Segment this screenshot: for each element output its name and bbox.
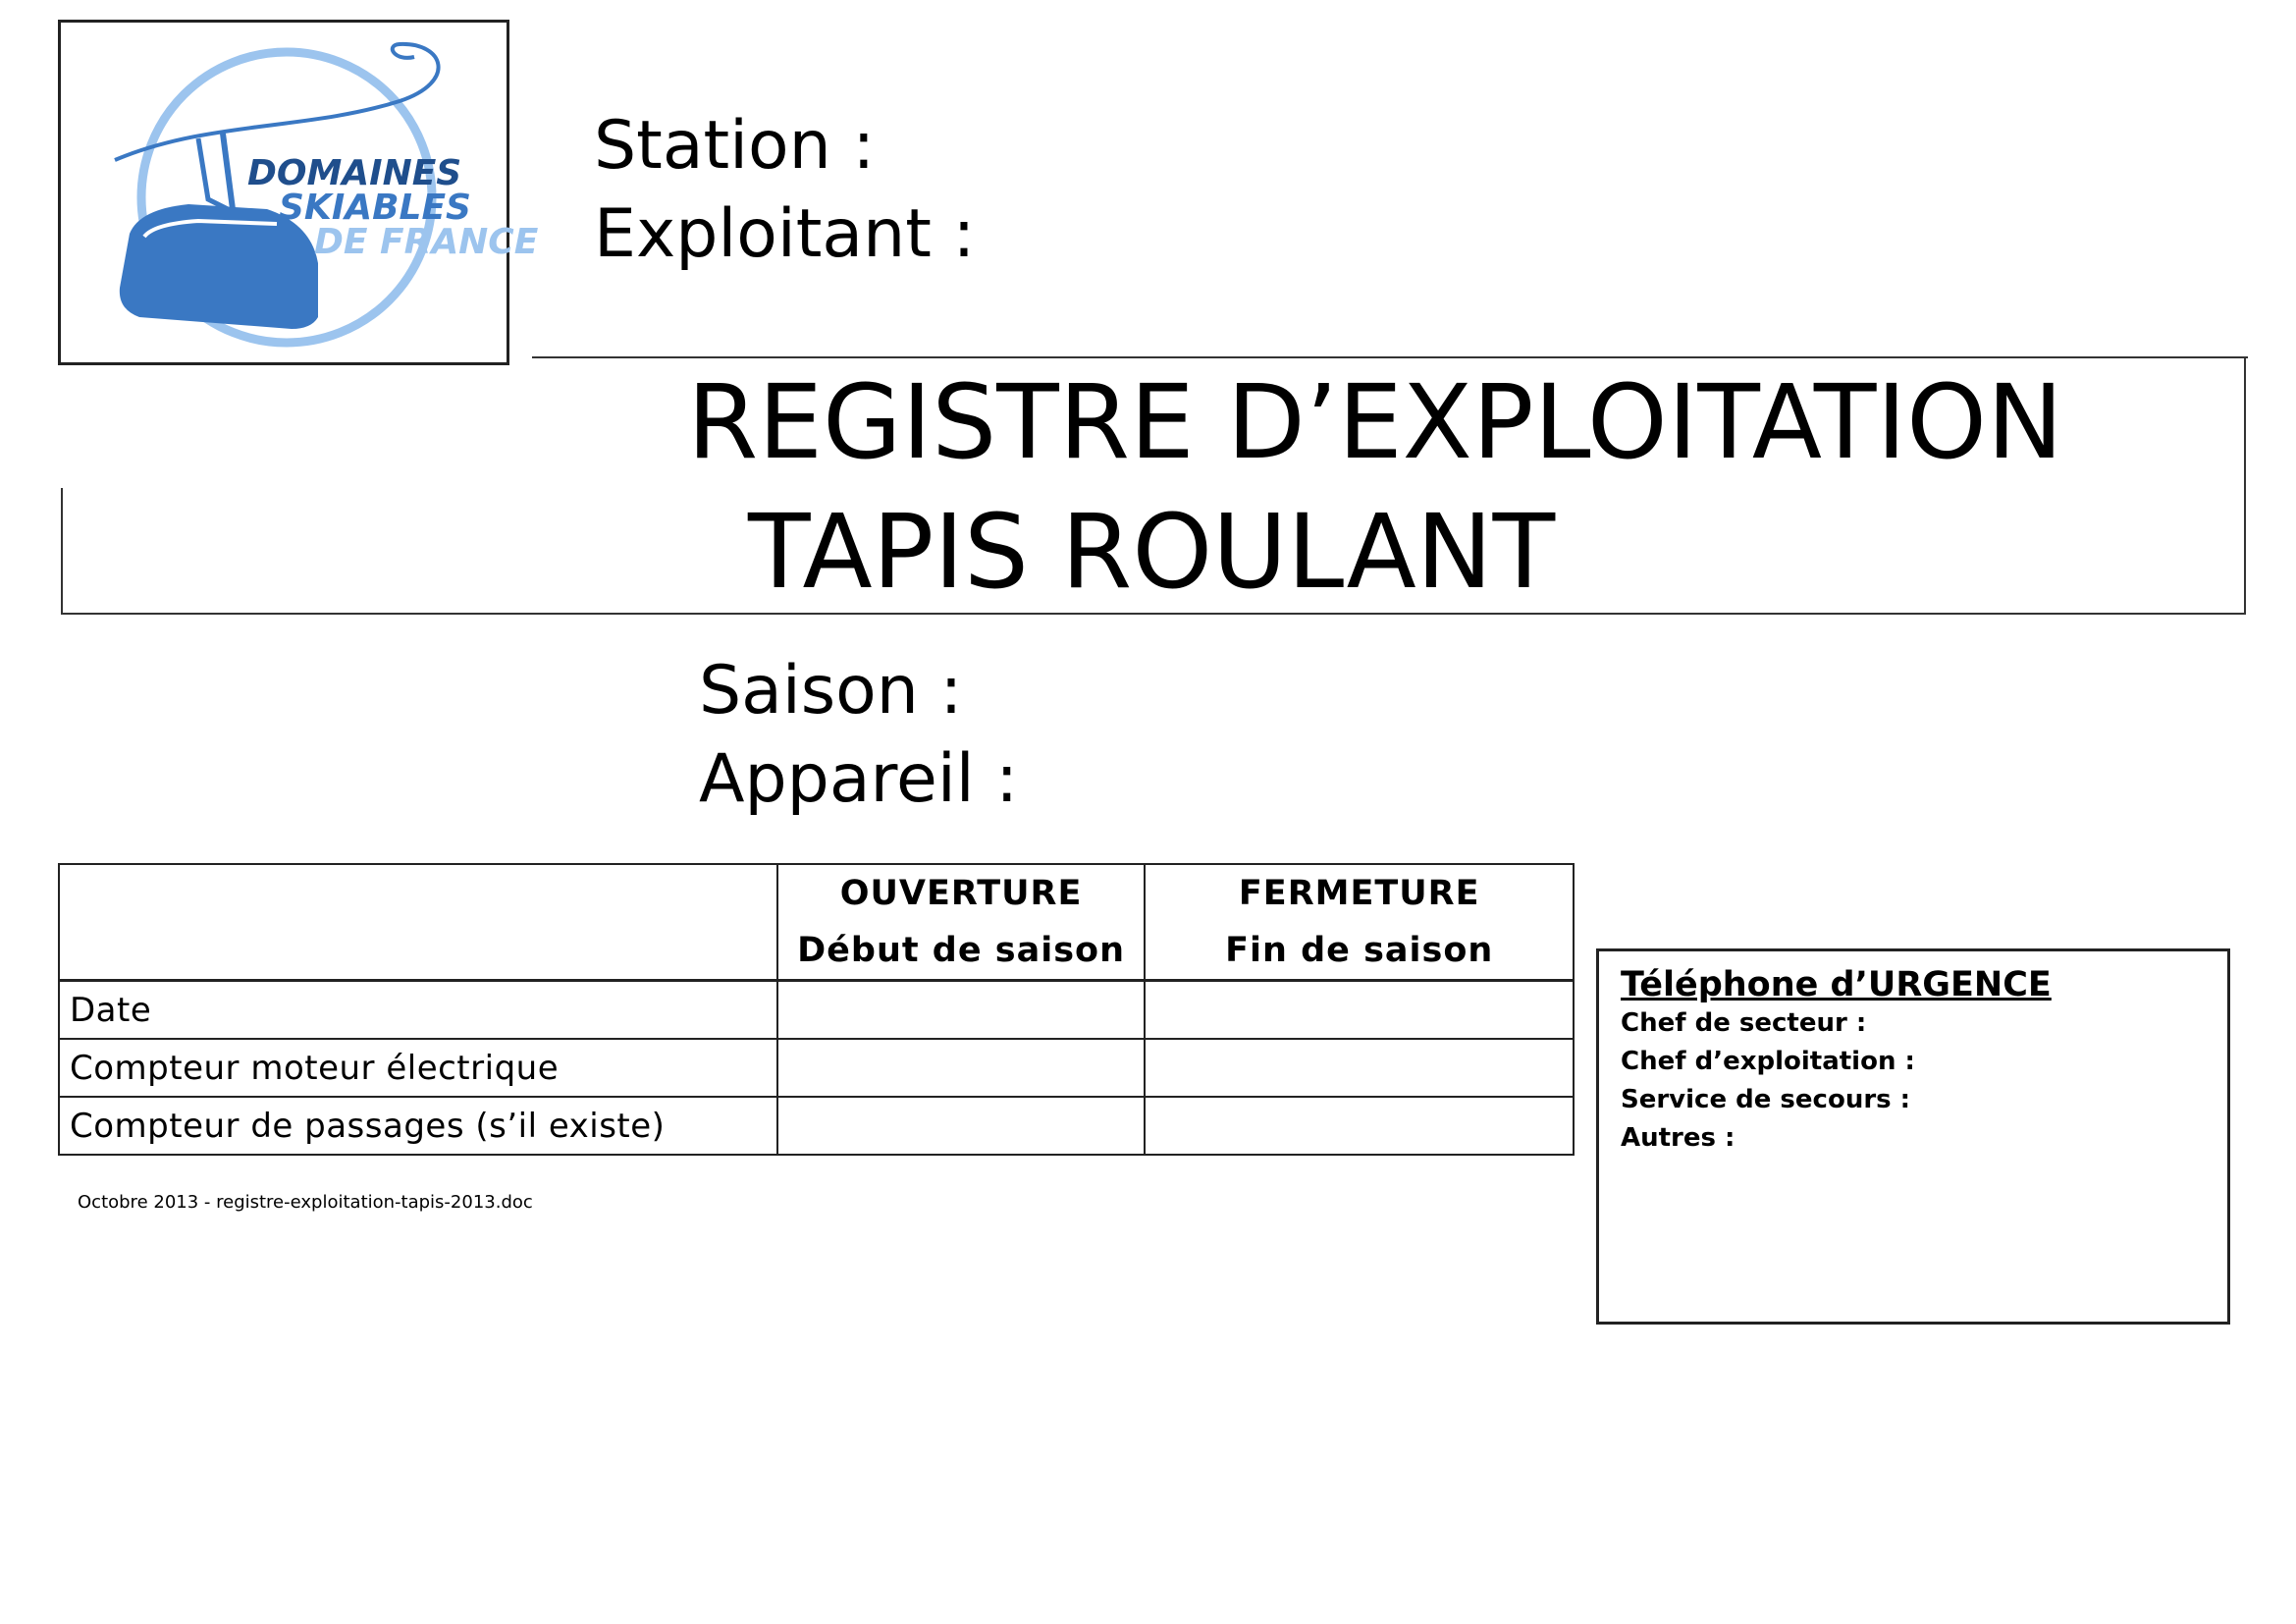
header-fermeture-sub: Fin de saison — [1225, 931, 1494, 970]
table-row — [59, 1097, 1574, 1155]
row-label-compteur-moteur: Compteur moteur électrique — [59, 1039, 777, 1097]
row-label-compteur-passages: Compteur de passages (s’il existe) — [59, 1097, 777, 1155]
emergency-autres: Autres : — [1621, 1123, 1735, 1154]
saison-label: Saison : — [699, 652, 963, 730]
document-subtitle: TAPIS ROULANT — [748, 492, 1556, 612]
table-header-row — [59, 864, 1574, 981]
cell-date-ouverture[interactable] — [777, 981, 1146, 1040]
exploitant-label: Exploitant : — [594, 195, 976, 273]
table-row — [59, 1039, 1574, 1097]
cell-date-fermeture[interactable] — [1145, 981, 1574, 1040]
logo-text-domaines: DOMAINES — [247, 153, 462, 193]
cell-compteur-passages-ouverture[interactable] — [777, 1097, 1146, 1155]
header-ouverture-sub: Début de saison — [797, 931, 1126, 970]
table-row — [59, 981, 1574, 1040]
station-label: Station : — [594, 107, 876, 185]
emergency-phone-box — [1596, 948, 2230, 1325]
chairlift-logo-graphic — [61, 23, 539, 362]
header-fermeture-title: FERMETURE — [1238, 874, 1480, 913]
header-fermeture — [1145, 864, 1574, 981]
document-title: REGISTRE D’EXPLOITATION — [687, 362, 2063, 482]
row-label-date: Date — [59, 981, 777, 1040]
logo — [58, 20, 539, 365]
appareil-label: Appareil : — [699, 740, 1019, 818]
cell-compteur-moteur-ouverture[interactable] — [777, 1039, 1146, 1097]
emergency-chef-secteur: Chef de secteur : — [1621, 1008, 1867, 1039]
register-table — [58, 863, 1575, 1156]
header-empty-cell — [59, 864, 777, 981]
cell-compteur-moteur-fermeture[interactable] — [1145, 1039, 1574, 1097]
logo-text-skiables: SKIABLES — [279, 188, 471, 228]
emergency-service-secours: Service de secours : — [1621, 1085, 1911, 1115]
footer-note: Octobre 2013 - registre-exploitation-tapis-2013.doc — [78, 1192, 533, 1213]
logo-text-france: DE FRANCE — [314, 222, 539, 262]
cell-compteur-passages-fermeture[interactable] — [1145, 1097, 1574, 1155]
header-ouverture — [777, 864, 1146, 981]
header-ouverture-title: OUVERTURE — [839, 874, 1083, 913]
emergency-title: Téléphone d’URGENCE — [1621, 965, 2052, 1004]
emergency-chef-exploitation: Chef d’exploitation : — [1621, 1047, 1915, 1077]
